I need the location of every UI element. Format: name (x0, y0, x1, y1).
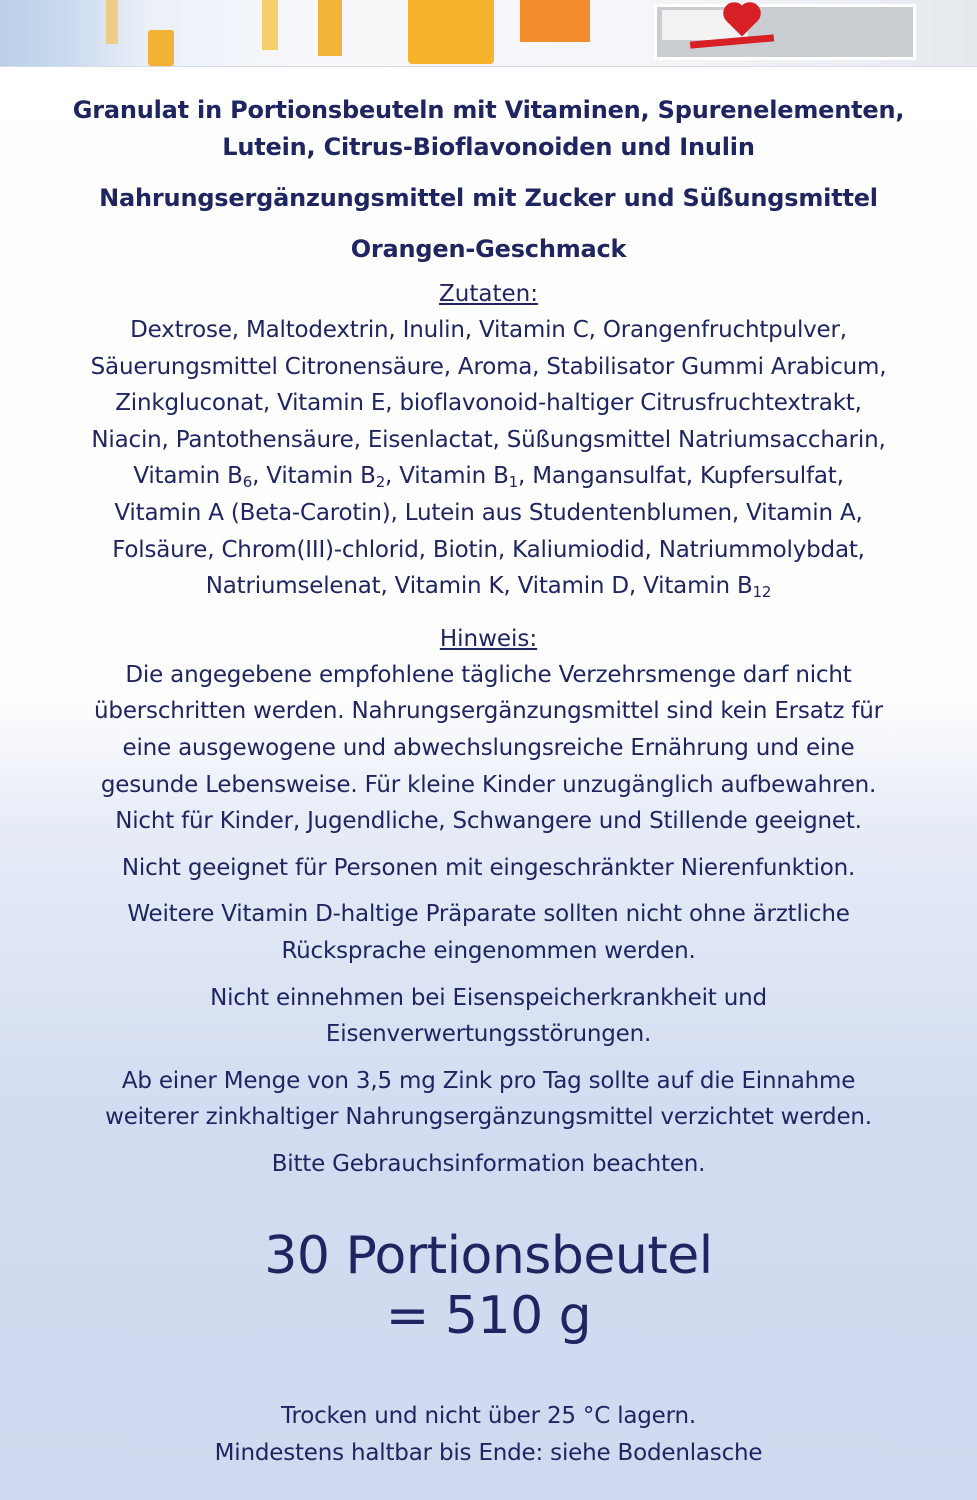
ingredients-line: Säuerungsmittel Citronensäure, Aroma, Stabilisator Gummi Arabicum, (90, 353, 887, 380)
package-weight: = 510 g (385, 1286, 592, 1347)
subscript: 1 (508, 473, 518, 492)
product-flavor: Orangen-Geschmack (350, 235, 627, 263)
top-edge-orange-mark (148, 30, 174, 66)
top-edge-orange-mark (106, 0, 118, 44)
top-edge-orange-mark (262, 0, 278, 50)
notice-line: eine ausgewogene und abwechslungsreiche Ernährung und eine (122, 734, 855, 761)
kidney-warning: Nicht geeignet für Personen mit eingeschränkter Nierenfunktion. (121, 854, 856, 881)
ingredients-fragment: Vitamin B (133, 463, 243, 490)
top-edge-orange-mark (318, 0, 342, 56)
product-title-line-1: Granulat in Portionsbeuteln mit Vitaminen, Spurenelementen, (72, 96, 905, 124)
top-edge-brand-logo (408, 0, 494, 64)
notice-line: Die angegebene empfohlene tägliche Verzehrsmenge darf nicht (125, 661, 852, 688)
label-text (0, 92, 977, 1472)
subscript: 6 (242, 473, 253, 492)
zinc-warning-line: Ab einer Menge von 3,5 mg Zink pro Tag sollte auf die Einnahme (121, 1067, 856, 1094)
iron-warning-line: Eisenverwertungsstörungen. (325, 1021, 652, 1048)
usage-info-note: Bitte Gebrauchsinformation beachten. (271, 1150, 706, 1177)
ingredients-fragment: , Vitamin B (252, 463, 376, 490)
ingredients-line: Niacin, Pantothensäure, Eisenlactat, Süßungsmittel Natriumsaccharin, (91, 426, 886, 453)
ingredients-list (0, 312, 977, 605)
top-edge-orange-mark (520, 0, 590, 42)
ingredients-line (0, 458, 977, 495)
top-edge-badge (654, 4, 916, 60)
ingredients-line: Folsäure, Chrom(III)-chlorid, Biotin, Kaliumiodid, Natriummolybdat, (112, 536, 865, 563)
product-title-line-2: Lutein, Citrus-Bioflavonoiden und Inulin (222, 133, 755, 161)
vitamin-d-warning-line: Rücksprache eingenommen werden. (281, 937, 696, 964)
ingredients-heading: Zutaten: (439, 281, 538, 307)
subscript: 2 (375, 473, 386, 492)
package-quantity: 30 Portionsbeutel (264, 1226, 713, 1287)
notice-line: überschritten werden. Nahrungsergänzungsmittel sind kein Ersatz für (94, 698, 883, 725)
notice-paragraph (0, 657, 977, 840)
product-subtitle: Nahrungsergänzungsmittel mit Zucker und Süßungsmittel (99, 184, 878, 212)
notice-heading: Hinweis: (439, 625, 538, 652)
ingredients-fragment: , Vitamin B (385, 463, 509, 490)
storage-instruction: Trocken und nicht über 25 °C lagern. (281, 1403, 696, 1430)
iron-warning-line: Nicht einnehmen bei Eisenspeicherkrankheit und (210, 984, 767, 1011)
ingredients-fragment: , Mangansulfat, Kupfersulfat, (518, 463, 844, 490)
package-top-edge (0, 0, 977, 67)
best-before-note: Mindestens haltbar bis Ende: siehe Bodenlasche (214, 1440, 763, 1467)
subscript: 12 (752, 583, 772, 602)
notice-line: Nicht für Kinder, Jugendliche, Schwangere und Stillende geeignet. (115, 808, 862, 835)
zinc-warning (0, 1063, 977, 1136)
ingredients-line: Zinkgluconat, Vitamin E, bioflavonoid-haltiger Citrusfruchtextrakt, (115, 390, 862, 417)
ingredients-line (0, 568, 977, 605)
vitamin-d-warning-line: Weitere Vitamin D-haltige Präparate sollten nicht ohne ärztliche (127, 901, 850, 928)
notice-line: gesunde Lebensweise. Für kleine Kinder unzugänglich aufbewahren. (100, 771, 877, 798)
ingredients-line: Vitamin A (Beta-Carotin), Lutein aus Studentenblumen, Vitamin A, (114, 499, 863, 526)
top-edge-blue-accent (0, 0, 150, 66)
vitamin-d-warning (0, 896, 977, 969)
ingredients-fragment: Natriumselenat, Vitamin K, Vitamin D, Vitamin B (205, 573, 753, 600)
iron-warning (0, 980, 977, 1053)
zinc-warning-line: weiterer zinkhaltiger Nahrungsergänzungsmittel verzichtet werden. (105, 1104, 872, 1131)
ingredients-line: Dextrose, Maltodextrin, Inulin, Vitamin C, Orangenfruchtpulver, (130, 317, 847, 343)
